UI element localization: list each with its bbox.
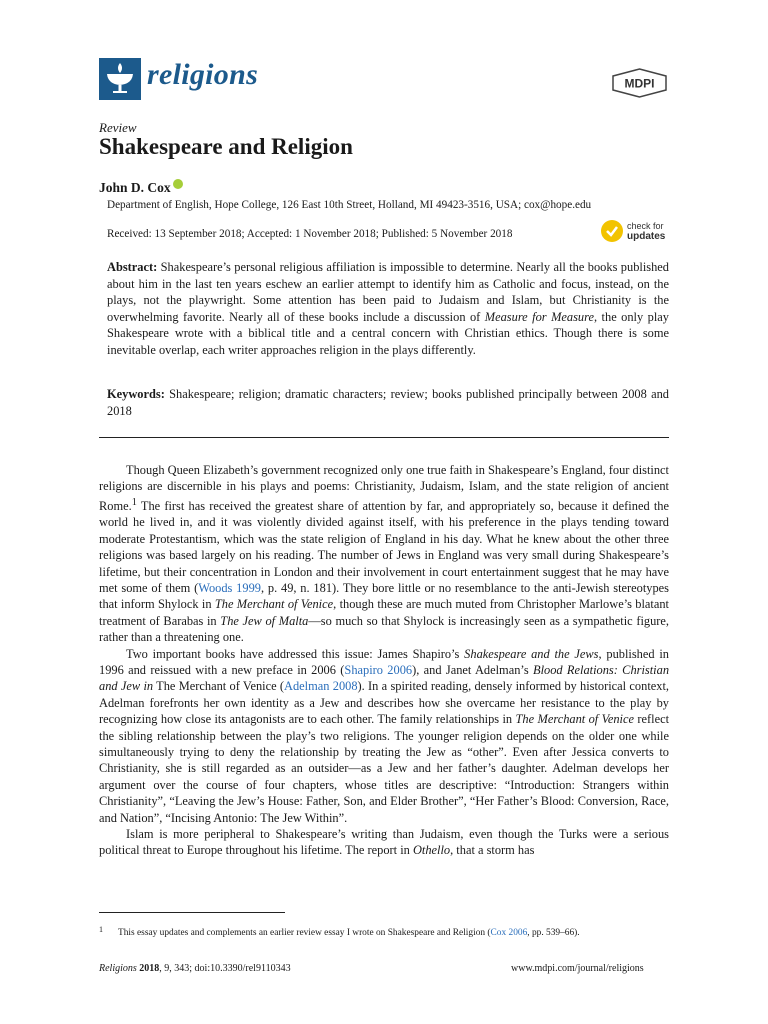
footnote-ref-1[interactable]: 1 xyxy=(131,496,137,508)
footer-url[interactable]: www.mdpi.com/journal/religions xyxy=(511,963,644,974)
section-divider xyxy=(99,437,669,438)
paragraph-3 xyxy=(99,826,669,859)
citation-cox-2006[interactable]: Cox 2006 xyxy=(490,928,528,938)
body-text xyxy=(99,462,669,859)
p3-text-2: , that a storm has xyxy=(450,843,535,858)
footnote-divider xyxy=(99,912,285,913)
mdpi-logo xyxy=(611,68,668,98)
citation-adelman-2008[interactable]: Adelman 2008 xyxy=(284,679,358,694)
author-line xyxy=(99,179,183,196)
footer-year: 2018 xyxy=(139,963,160,974)
footer-doi: , 9, 343; doi:10.3390/rel9110343 xyxy=(159,963,291,974)
p2-text-2: , published in 1996 and reissued with a new preface in 2006 ( xyxy=(99,646,669,677)
check-updates-icon xyxy=(601,220,623,242)
article-type: Review xyxy=(99,120,137,135)
abstract xyxy=(107,259,669,359)
p2-italic-3: The Merchant of Venice xyxy=(515,712,634,727)
p1-text-5: —so much so that Shylock is increasingly seen as a sympathetic figure, rather than a threatening one. xyxy=(99,613,669,645)
p2-text-5: ). In a spirited reading, densely informed by historical context, Adelman forefronts her own identity as a Jew and describes how she overcame her resistance to the play by recognizing how close its antagonists are to each other. The family relationships in xyxy=(99,679,669,727)
paragraph-1 xyxy=(99,462,669,646)
p1-italic-2: The Jew of Malta xyxy=(220,613,309,628)
p2-italic-1: Shakespeare and the Jews xyxy=(464,646,599,661)
p3-italic-1: Othello xyxy=(412,843,451,858)
p1-text-3: , p. 49, n. 181). They bore little or no resemblance to the anti-Jewish stereotypes that inform Shylock in xyxy=(99,580,669,612)
journal-logo xyxy=(99,58,141,100)
abstract-italic-title: Measure for Measure xyxy=(484,309,594,324)
p1-text-4: , though these are much muted from Christopher Marlowe’s blatant treatment of Barabas in xyxy=(99,597,670,628)
publication-dates: Received: 13 September 2018; Accepted: 1 November 2018; Published: 5 November 2018 xyxy=(107,228,513,240)
p2-text-4: The Merchant of Venice ( xyxy=(153,679,285,694)
orcid-icon[interactable] xyxy=(173,179,183,189)
abstract-label: Abstract: xyxy=(107,260,158,274)
check-updates-line1: check for xyxy=(627,221,664,231)
abstract-text-1: Shakespeare’s personal religious affiliation is impossible to determine. Nearly all the books published about him in the last ten years eschew an earlier attempt to identify him as Catholic and focus, instead, on the plays, not the playwright. Some attention has been paid to Judaism and Islam, but Christianity is the overwhelming favorite. Nearly all of these books include a discussion of xyxy=(107,260,669,324)
p1-text-1: Though Queen Elizabeth’s government recognized only one true faith in Shakespeare’s England, four distinct religions are discernible in his plays and poems: Christianity, Judaism, Islam, and the state religion of ancient Rome. xyxy=(99,463,669,513)
p1-text-2: The first has received the greatest share of attention by far, and appropriately so, because it defined the world he lived in, and it was violently divided against itself, with his preference in the plays tending toward moderate Protestantism, which was the state religion of England in his day. What he knew about the other three religions was based largely on his reading. The number of Jews in England was very small during Shakespeare’s lifetime, but their concentration in London and their involvement in court entertainment suggest that he may have met some of them ( xyxy=(99,498,669,595)
author-name: John D. Cox xyxy=(99,180,171,195)
footer-citation xyxy=(99,963,291,974)
footnote-text xyxy=(118,928,580,938)
keywords-label: Keywords: xyxy=(107,387,165,401)
keywords-text: Shakespeare; religion; dramatic characters; review; books published principally between 2008 and 2018 xyxy=(107,387,669,418)
paragraph-2 xyxy=(99,646,669,826)
p2-italic-2: Blood Relations: Christian and Jew in xyxy=(99,663,670,694)
footnote-text-1: This essay updates and complements an earlier review essay I wrote on Shakespeare and Religion ( xyxy=(118,928,491,938)
abstract-text-2: , the only play Shakespeare wrote with a biblical title and a central concern with Christian ethics. Though there is some inevitable overlap, each writer approaches religion in the plays differently. xyxy=(107,309,669,357)
footnote-text-2: , pp. 539–66). xyxy=(527,928,580,938)
p1-italic-1: The Merchant of Venice xyxy=(214,597,334,612)
p3-text-1: Islam is more peripheral to Shakespeare’s writing than Judaism, even though the Turks were a serious political threat to Europe throughout his lifetime. The report in xyxy=(99,827,669,858)
citation-shapiro-2006[interactable]: Shapiro 2006 xyxy=(344,663,413,677)
affiliation: Department of English, Hope College, 126 East 10th Street, Holland, MI 49423-3516, USA; cox@hope.edu xyxy=(107,199,592,211)
journal-name: religions xyxy=(147,58,259,91)
check-updates-line2: updates xyxy=(627,231,666,242)
article-title: Shakespeare and Religion xyxy=(99,134,353,159)
p2-text-6: reflect the sibling relationship between the play’s two religions. The younger religion depends on the older one while simultaneously trying to deny the relationship by treating the Jew as “other”. Even after Jessica converts to Christianity, she is still regarded as an outsider—as a Jew and her father’s daughter. Adelman develops her argument over the course of four chapters, whose titles are descriptive: “Introduction: Strangers within Christianity”, “Leaving the Jew’s House: Father, Son, and Elder Brother”, “Her Father’s Blood: Conversion, Race, and Nation”, “Incising Antonio: The Jew Within”. xyxy=(99,712,670,825)
check-for-updates-button[interactable] xyxy=(601,220,671,248)
p2-text-1: Two important books have addressed this issue: James Shapiro’s xyxy=(126,646,465,661)
footer-journal: Religions xyxy=(99,963,137,974)
p2-text-3: ), and Janet Adelman’s xyxy=(412,663,533,677)
citation-woods-1999[interactable]: Woods 1999 xyxy=(198,580,261,595)
mdpi-logo-text: MDPI xyxy=(624,76,655,91)
footnote-number: 1 xyxy=(99,925,103,934)
keywords xyxy=(107,386,669,419)
